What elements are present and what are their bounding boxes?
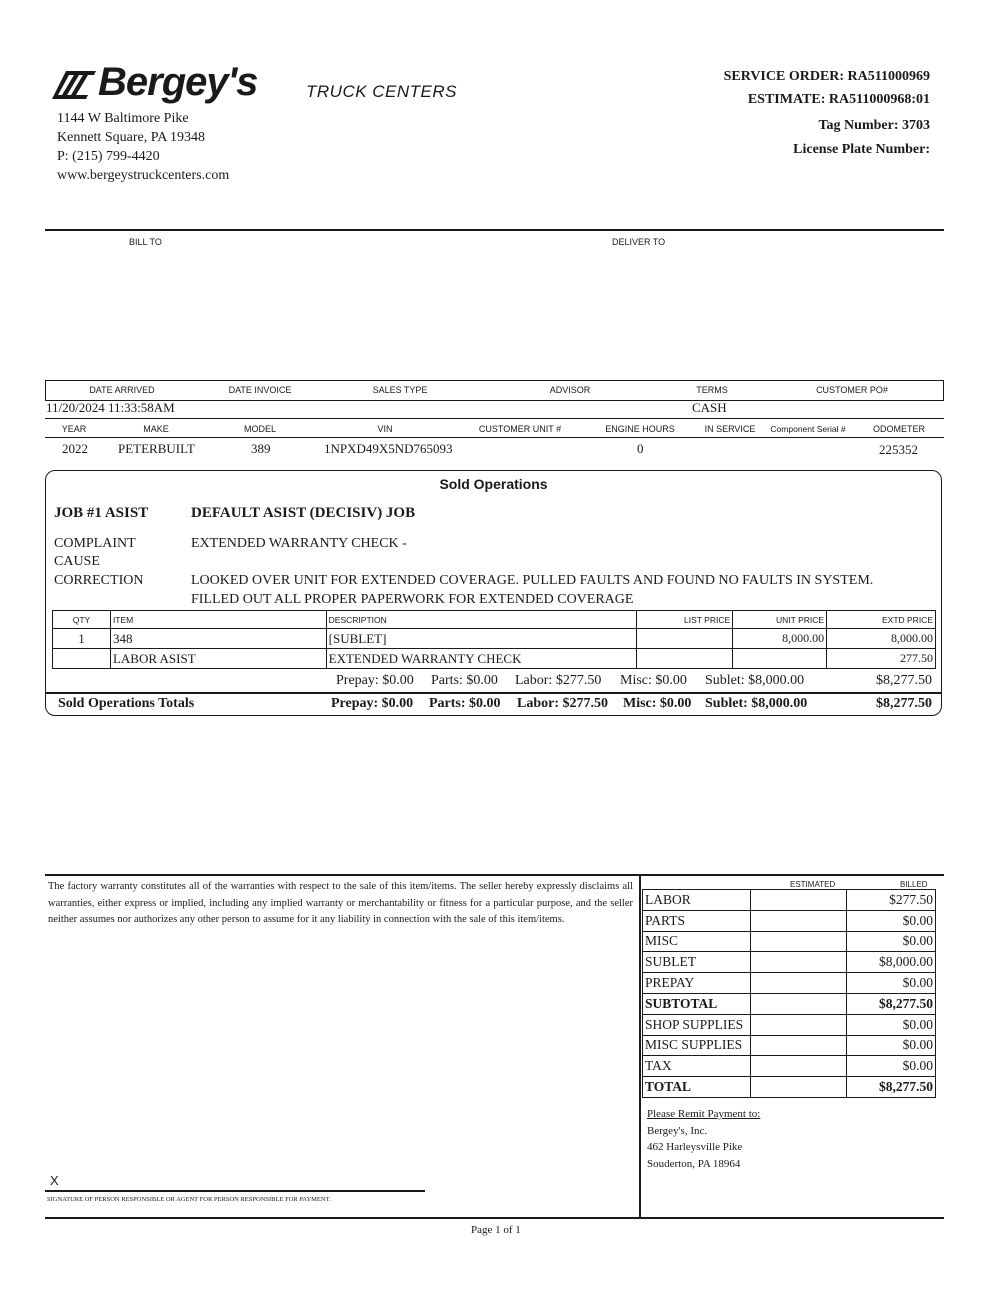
remit-line: Souderton, PA 18964 [647,1157,741,1170]
summary-label: MISC [643,931,751,952]
row-qty [53,649,111,669]
description-header: DESCRIPTION [326,611,637,629]
summary-billed: $277.50 [847,890,936,911]
row-description: EXTENDED WARRANTY CHECK [326,649,637,669]
in-service-header: IN SERVICE [704,424,756,434]
job-grand-total: $8,277.50 [876,673,932,688]
signature-x-mark: X [50,1173,59,1188]
billed-header: BILLED [900,880,928,889]
complaint-text: EXTENDED WARRANTY CHECK - [191,536,407,551]
line-items-table [52,610,936,669]
footer-divider [45,1217,944,1219]
year-value: 2022 [62,441,88,456]
grid-divider [45,418,944,419]
summary-billed: $0.00 [847,910,936,931]
row-item: LABOR ASIST [110,649,326,669]
job-parts-total: Parts: $0.00 [431,673,498,688]
qty-header: QTY [53,611,111,629]
engine-hours-value: 0 [637,441,644,456]
sales-type-header: SALES TYPE [372,385,428,395]
bill-to-label: BILL TO [129,237,162,247]
logo-wordmark: Bergey's [98,60,258,104]
total-prepay: Prepay: $0.00 [331,696,414,711]
summary-label: SUBTOTAL [643,993,751,1014]
odometer-header: ODOMETER [872,424,925,434]
sold-operations-totals-label: Sold Operations Totals [58,696,195,711]
row-item: 348 [110,629,326,649]
ops-totals-divider [45,692,942,694]
summary-label: SUBLET [643,952,751,973]
summary-row [643,890,936,911]
table-header-row [53,611,936,629]
date-arrived-header: DATE ARRIVED [89,385,155,395]
summary-row [643,910,936,931]
remit-line: Bergey's, Inc. [647,1124,708,1137]
bottom-divider [45,874,944,876]
estimated-header: ESTIMATED [790,880,836,889]
row-unit-price [733,649,827,669]
summary-estimated [751,952,847,973]
summary-row [643,1035,936,1056]
model-value: 389 [251,441,271,456]
summary-label: PREPAY [643,973,751,994]
summary-label: LABOR [643,890,751,911]
summary-row [643,952,936,973]
model-header: MODEL [243,424,276,434]
row-list-price [637,629,733,649]
summary-estimated [751,1056,847,1077]
summary-label: MISC SUPPLIES [643,1035,751,1056]
summary-row [643,973,936,994]
table-row [53,629,936,649]
license-plate-number: License Plate Number: [793,142,930,157]
summary-billed: $8,277.50 [847,993,936,1014]
row-extd-price: 8,000.00 [827,629,936,649]
summary-row [643,993,936,1014]
extd-price-header: EXTD PRICE [827,611,936,629]
signature-caption: SIGNATURE OF PERSON RESPONSIBLE OR AGENT FOR PERSON RESPONSIBLE FOR PAYMENT. [47,1196,331,1203]
total-sublet: Sublet: $8,000.00 [705,696,808,711]
company-address-line: Kennett Square, PA 19348 [57,130,206,145]
summary-estimated [751,910,847,931]
summary-estimated [751,993,847,1014]
grand-total: $8,277.50 [876,696,932,711]
row-description: [SUBLET] [326,629,637,649]
total-misc: Misc: $0.00 [623,696,692,711]
job-sublet-total: Sublet: $8,000.00 [705,673,805,688]
row-unit-price: 8,000.00 [733,629,827,649]
summary-row [643,1077,936,1098]
complaint-label: COMPLAINT [54,536,136,551]
summary-estimated [751,931,847,952]
total-labor: Labor: $277.50 [517,696,608,711]
estimate-number: ESTIMATE: RA511000968:01 [747,92,930,107]
signature-line[interactable] [45,1190,425,1192]
remit-title: Please Remit Payment to: [647,1108,761,1120]
customer-po-header: CUSTOMER PO# [816,385,888,395]
advisor-header: ADVISOR [549,385,591,395]
correction-text: LOOKED OVER UNIT FOR EXTENDED COVERAGE. PULLED FAULTS AND FOUND NO FAULTS IN SYSTEM. [191,573,874,588]
terms-header: TERMS [696,385,728,395]
grid-divider [45,437,944,438]
deliver-to-label: DELIVER TO [612,237,666,247]
summary-estimated [751,973,847,994]
summary-billed: $0.00 [847,1056,936,1077]
company-address-line: 1144 W Baltimore Pike [57,111,189,126]
correction-label: CORRECTION [54,573,144,588]
total-parts: Parts: $0.00 [429,696,501,711]
odometer-value: 225352 [879,442,918,457]
tag-number: Tag Number: 3703 [818,118,930,133]
company-website: www.bergeystruckcenters.com [57,168,230,183]
list-price-header: LIST PRICE [637,611,733,629]
make-value: PETERBUILT [118,441,195,456]
year-header: YEAR [61,424,87,434]
sold-operations-title: Sold Operations [439,476,548,492]
warranty-disclaimer: The factory warranty constitutes all of the warranties with respect to the sale of this item/items. The seller hereby expressly disclaims all warranties, either express or implied, including any implied warranty or merchantability or fitness for a particular purpose, and the seller neither assumes nor authorizes any other person to assume for it any liability in connection with the sale of this item/items. [48,881,633,925]
summary-billed: $0.00 [847,931,936,952]
table-row [53,649,936,669]
job-label: JOB #1 ASIST [54,505,149,521]
summary-row [643,1056,936,1077]
summary-label: TOTAL [643,1077,751,1098]
summary-label: TAX [643,1056,751,1077]
cause-label: CAUSE [54,554,100,569]
component-serial-header: Component Serial # [770,424,846,434]
summary-billed: $0.00 [847,973,936,994]
summary-estimated [751,890,847,911]
summary-label: SHOP SUPPLIES [643,1014,751,1035]
make-header: MAKE [143,424,169,434]
item-header: ITEM [110,611,326,629]
summary-billed: $8,000.00 [847,952,936,973]
summary-row [643,1014,936,1035]
job-prepay-total: Prepay: $0.00 [336,673,414,688]
summary-estimated [751,1014,847,1035]
summary-estimated [751,1035,847,1056]
summary-estimated [751,1077,847,1098]
summary-billed: $0.00 [847,1035,936,1056]
unit-price-header: UNIT PRICE [733,611,827,629]
row-list-price [637,649,733,669]
vin-header: VIN [377,424,393,434]
summary-totals-table [642,889,936,1098]
row-extd-price: 277.50 [827,649,936,669]
date-arrived-value: 11/20/2024 11:33:58AM [46,400,175,415]
customer-unit-header: CUSTOMER UNIT # [478,424,562,434]
remit-line: 462 Harleysville Pike [647,1141,743,1153]
engine-hours-header: ENGINE HOURS [605,424,675,434]
bergeys-logo-icon [48,71,96,99]
remit-payment-block [647,1106,760,1172]
job-labor-total: Labor: $277.50 [515,673,602,688]
terms-value: CASH [692,400,727,415]
correction-text: FILLED OUT ALL PROPER PAPERWORK FOR EXTENDED COVERAGE [191,592,634,607]
vertical-divider [639,874,641,1218]
date-invoice-header: DATE INVOICE [228,385,292,395]
page-number: Page 1 of 1 [471,1224,521,1236]
job-misc-total: Misc: $0.00 [620,673,687,688]
service-order-number: SERVICE ORDER: RA511000969 [723,69,930,84]
summary-billed: $0.00 [847,1014,936,1035]
row-qty: 1 [53,629,111,649]
header-divider [45,229,944,231]
summary-billed: $8,277.50 [847,1077,936,1098]
job-title: DEFAULT ASIST (DECISIV) JOB [191,505,416,521]
vin-value: 1NPXD49X5ND765093 [324,441,453,456]
logo-subtitle: TRUCK CENTERS [306,82,458,101]
summary-label: PARTS [643,910,751,931]
company-phone: P: (215) 799-4420 [57,149,160,164]
summary-row [643,931,936,952]
